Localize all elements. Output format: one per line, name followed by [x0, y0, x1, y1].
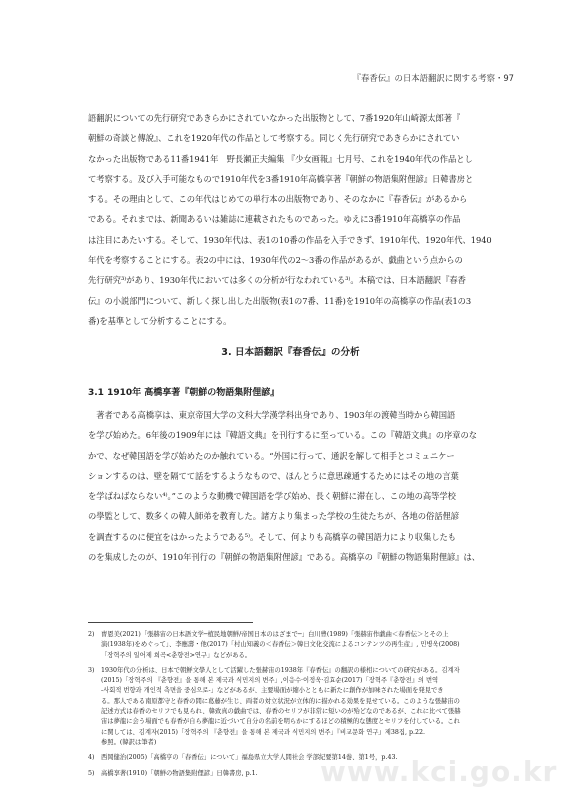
- footnote-line: (2015)「장혁주의 『춘향전』을 통해 본 제국과 식민지의 변주」,이응수·이정욱·김효순(2017)「장혁주『춘향전』의 번역: [101, 677, 439, 685]
- footnote-line: 「장혁주의 일어제 희곡<춘향전>연구」などがある。: [101, 651, 252, 659]
- footnote-number: 3): [88, 666, 95, 674]
- paragraph-line: 年代を考察することにする。表2の中には、1930年代の2～3番の作品があるが、戯曲という点からの: [88, 255, 463, 266]
- watermark: www.kci.go.kr: [320, 755, 558, 788]
- paragraph-line: を学び始めた。6年後の1909年には『韓語文典』を刊行するに至っている。この『韓語文典』の序章のな: [88, 430, 478, 441]
- paragraph-line: 伝』の小説部門について、新しく探し出した出版物(表1の7番、11番)を1910年の高橋享の作品(表1の3: [88, 295, 472, 306]
- paragraph-line: のを集成したのが、1910年刊行の『朝鮮の物語集附俚諺』である。高橋享の『朝鮮の物語集附俚諺』は、: [88, 552, 481, 563]
- paragraph-line: 著者である高橋享は、東京帝国大学の文科大学漢学科出身であり、1903年の渡韓当時から韓国語: [88, 410, 456, 420]
- paragraph-line: て考察する。及び入手可能なもので1910年代を3番1910年高橋享著『朝鮮の物語集附俚諺』日韓書房と: [88, 173, 474, 184]
- paragraph-line: 朝鮮の奇談と傳說』、これを1920年代の作品として考察する。同じく先行研究であきらかにされてい: [88, 133, 460, 144]
- footnote: [88, 666, 492, 748]
- section-heading: 3. 日本語翻訳『春香伝』の分析: [221, 347, 360, 358]
- footnote-line: -사회적 번향과 개인적 측면을 중심으로-」などがあるが、主要場面が縮小とともに新たに創作が加味された場面を発見でき: [101, 687, 444, 695]
- paragraph-line: の學監として、数多くの韓人師弟を教育した。諸方より集まった学校の生徒たちが、各地の俗話俚諺: [88, 511, 459, 522]
- footnote-line: 参照。(韓訳は筆者): [101, 738, 157, 746]
- footnote-divider: [88, 622, 253, 623]
- footnote-number: 4): [88, 754, 95, 762]
- paragraph-line: 先行研究³⁾があり、1930年代においては多くの分析が行なわれている³⁾。本稿では、日本語翻訳『春香: [88, 275, 466, 286]
- paragraph-line: は注目にあたいする。そして、1930年代は、表1の10番の作品を入手できず、1910年代、1920年代、1940: [88, 234, 492, 245]
- footnote-line: 記述方式は春香のセリフでも見られ、韓致真の戯曲では、春香のセリフが非常に短いのが殆どなのであるが、これに比べて張赫: [101, 708, 461, 716]
- paragraph-line: 番)を基準として分析することにする。: [88, 315, 232, 326]
- paragraph-line: する。その理由として、この年代はじめての単行本の出版物であり、そのなかに『春香伝』があるから: [88, 194, 468, 205]
- subsection-heading: 3.1 1910年 高橋享著『朝鮮の物語集附俚諺』: [88, 388, 280, 398]
- paragraph-line: かで、なぜ韓国語を学び始めたのか触れている。“外国に行って、通訳を解して相手とコミュニケー: [88, 450, 455, 461]
- footnote-line: 西岡健治(2005)「高橋亨の「春香伝」について」福島県立大学人間社会 学部紀要第14巻、第1号，p.43.: [101, 754, 398, 762]
- paragraph-line: を調査するのに便宜をはかったようである⁵⁾。そして、何よりも高橋享の韓国語力により収集したも: [88, 531, 456, 542]
- footnote: [88, 630, 492, 661]
- footnote-line: に関しては、김계자(2015)「장혁주의 『춘향전』을 통해 본 제국과 식민지의 변주」『비교문화 연구』제38집, p.22.: [101, 728, 425, 736]
- paragraph-line: ションするのは、壁を隔てて話をするようなもので、ほんとうに意思疎通するためにはその地の言葉: [88, 470, 459, 481]
- footnote-line: 曺恩美(2021)「張赫宙の日本語文学─植民地朝鮮/帝国日本のはざまで─」白川豊(1989)「張赫宙作戯曲＜春香伝＞とその上: [101, 631, 449, 638]
- footnote-line: る。那人である南原都守と春香の間に葛藤が生じ、両者の対立状況が立体的に描かれる効果を見せている。このような張赫宙の: [101, 697, 460, 705]
- intro-paragraph: [88, 108, 492, 331]
- footnote-line: 宙は夢龍に会う場面でも春香が自ら夢龍に近づいて自分の名前を明らかにするほどの積極的な態度とセリフを付している。これ: [101, 718, 460, 726]
- paragraph-line: を学ばねばならない⁴⁾。”このような動機で韓国語を学び始め、長く朝鮮に滞在し、この地の高等学校: [88, 491, 456, 502]
- section-paragraph: [88, 405, 492, 567]
- footnote-number: 5): [88, 769, 95, 777]
- paragraph-line: 語翻訳についての先行研究であきらかにされていなかった出版物として、7番1920年山崎源太郎著『: [88, 113, 461, 123]
- footnote-line: 1930年代の分析は、日本で朝鮮文學人として活躍した張赫宙の1938年『春香伝』の翻訳の様相についての研究がある。김계자: [101, 666, 460, 674]
- paragraph-line: である。それまでは、新聞あるいは雑誌に連載されたものであった。ゆえに3番1910年高橋享の作品: [88, 214, 461, 225]
- footnote-number: 2): [88, 631, 95, 638]
- footnote-line: 高橋享著(1910)「朝鮮の物語集附俚諺」日韓書房, p.1.: [101, 769, 258, 777]
- footnote-line: 演(1938年)をめぐって」、李應壽・他(2017)「村山知義の＜春香伝＞韓日文化交流によるコンテンツの再生産」, 민병욱(2008): [101, 641, 460, 649]
- paragraph-line: なかった出版物である11番1941年 野長瀬正夫編集 『少女画報』七月号、これを1940年代の作品とし: [88, 153, 473, 164]
- running-header: 『春香伝』の日本語翻訳に関する考察・97: [352, 73, 514, 83]
